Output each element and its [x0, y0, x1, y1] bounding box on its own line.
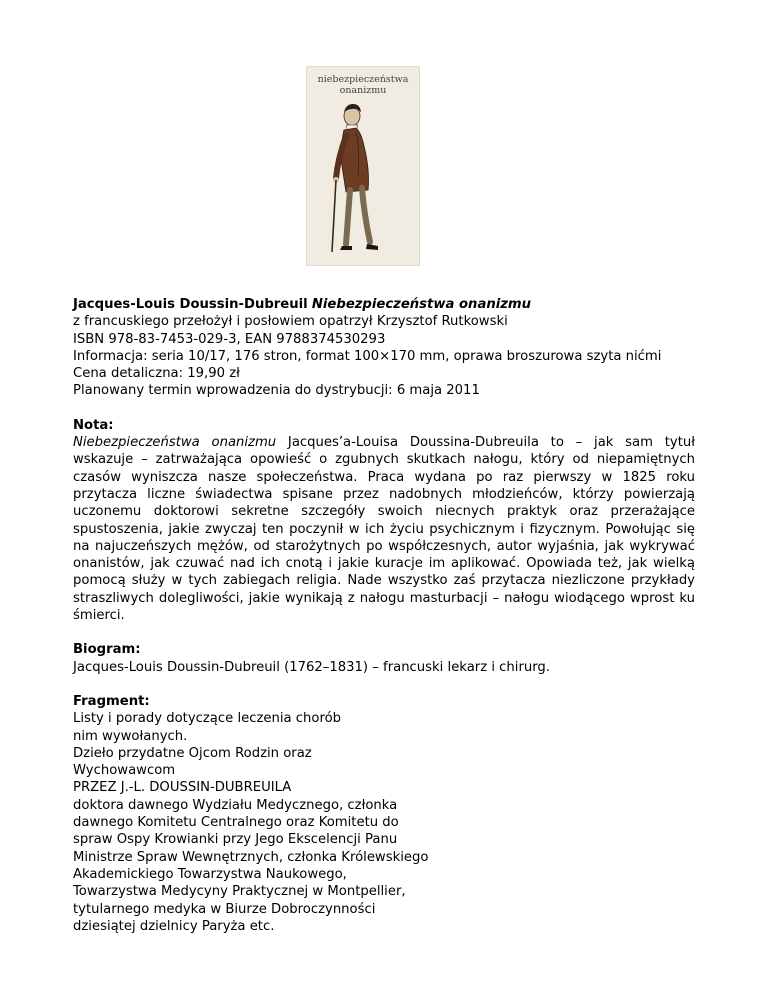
fragment-line: Listy i porady dotyczące leczenia chorób — [73, 711, 342, 727]
price-line: Cena detaliczna: 19,90 zł — [73, 366, 240, 382]
book-cover — [306, 66, 420, 266]
fragment-line: tytularnego medyka w Biurze Dobroczynności — [73, 901, 376, 917]
document-body — [73, 296, 695, 935]
nota-paragraph — [73, 434, 695, 624]
info-line: Informacja: seria 10/17, 176 stron, format 100×170 mm, oprawa broszurowa szyta nićmi — [73, 348, 662, 364]
book-heading — [73, 296, 695, 313]
nota-heading: Nota: — [73, 417, 114, 433]
nota-text: Jacques’a-Louisa Doussina-Dubreuila to – jak sam tytuł wskazuje – zatrważająca opowieść o zgubnych skutkach nałogu, który od niepamiętnych czasów wyniszcza nasze społeczeństwa. Praca wydana po raz pierwszy w 1825 roku przytacza liczne świadectwa spisane przez nadobnych młodzieńców, którzy powierzają uczonemu doktorowi sekretne szczegóły swoich niecnych praktyk oraz przerażające spustoszenia, jakie zwyczaj ten poczynił w ich życiu psychicznym i fizycznym. Powołując się na najuczeńszych mężów, od starożytnych po współczesnych, autor wyjaśnia, jak wykrywać onanistów, jak czuwać nad ich cnotą i jakie kuracje im aplikować. Opowiada też, jak wielką pomocą służy w tych zabiegach religia. Nade wszystko zaś przytacza niezliczone przykłady straszliwych dolegliwości, jakie wynikają z nałogu masturbacji – nałogu wiodącego wprost ku śmierci. — [73, 435, 695, 624]
fragment-line: Akademickiego Towarzystwa Naukowego, — [73, 866, 347, 882]
fragment-line: Dzieło przydatne Ojcom Rodzin oraz — [73, 745, 312, 761]
fragment-line: PRZEZ J.-L. DOUSSIN-DUBREUILA — [73, 780, 292, 796]
biogram-heading: Biogram: — [73, 642, 141, 658]
author-name: Jacques-Louis Doussin-Dubreuil — [73, 297, 308, 312]
fragment-line: Ministrze Spraw Wewnętrznych, członka Królewskiego — [73, 849, 429, 865]
fragment-heading: Fragment: — [73, 693, 150, 709]
cover-title-line2: onanizmu — [339, 85, 387, 96]
fragment-line: Wychowawcom — [73, 763, 176, 779]
release-line: Planowany termin wprowadzenia do dystrybucji: 6 maja 2011 — [73, 383, 480, 399]
book-title: Niebezpieczeństwa onanizmu — [311, 297, 532, 312]
fragment-line: spraw Ospy Krowianki przy Jego Ekscelencji Panu — [73, 832, 398, 848]
nota-title: Niebezpieczeństwa onanizmu — [73, 435, 277, 451]
fragment-line: doktora dawnego Wydziału Medycznego, członka — [73, 797, 398, 813]
isbn-line: ISBN 978-83-7453-029-3, EAN 9788374530293 — [73, 331, 386, 347]
biogram-text: Jacques-Louis Doussin-Dubreuil (1762–1831) – francuski lekarz i chirurg. — [73, 659, 550, 675]
standing-man-with-cane-icon — [306, 66, 420, 266]
fragment-line: Towarzystwa Medycyny Praktycznej w Montpellier, — [73, 884, 406, 900]
translator-line: z francuskiego przełożył i posłowiem opatrzył Krzysztof Rutkowski — [73, 314, 508, 330]
fragment-line: nim wywołanych. — [73, 728, 188, 744]
cover-title-line1: niebezpieczeństwa — [317, 74, 409, 85]
fragment-line: dziesiątej dzielnicy Paryża etc. — [73, 918, 275, 934]
fragment-line: dawnego Komitetu Centralnego oraz Komitetu do — [73, 815, 399, 831]
